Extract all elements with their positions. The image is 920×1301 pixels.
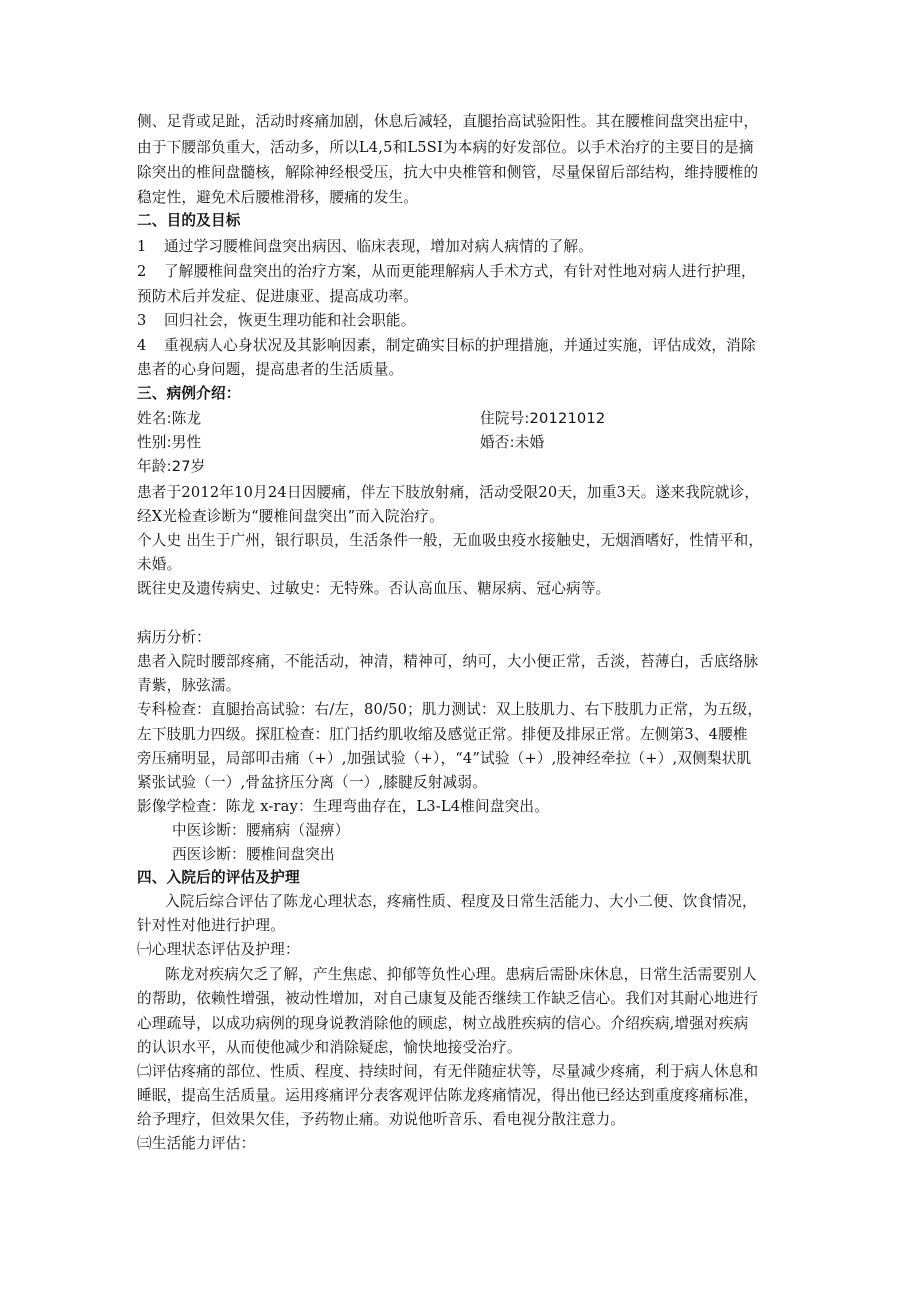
analysis-text: 患者入院时腰部疼痛，不能活动，神清，精神可，纳可，大小便正常，舌淡，苔薄白，舌底络脉 (137, 653, 759, 670)
patient-row-1 (137, 410, 737, 428)
section-4-intro: 针对性对他进行护理。 (137, 917, 285, 934)
section-4-heading: 四、入院后的评估及护理 (137, 869, 300, 886)
goal-item-2 (137, 263, 756, 281)
pain-assessment: 睡眠，提高生活质量。运用疼痛评分表客观评估陈龙疼痛情况，得出他已经达到重度疼痛标准， (137, 1087, 759, 1104)
chief-complaint: 经X光检查诊断为“腰椎间盘突出”而入院治疗。 (137, 508, 444, 525)
psych-text: 心理疏导，以成功病例的现身说教消除他的顾虑，树立战胜疾病的信心。介绍疾病,增强对疾病 (137, 1015, 749, 1032)
intro-line: 除突出的椎间盘髓核，解除神经根受压，抗大中央椎管和侧管，尽量保留后部结构，维持腰椎的 (137, 164, 759, 181)
section-3-heading: 三、病例介绍： (137, 385, 241, 402)
goal-text-continued: 患者的心身问题，提高患者的生活质量。 (137, 361, 404, 378)
intro-line: 侧、足背或足趾，活动时疼痛加剧，休息后减轻，直腿抬高试验阳性。其在腰椎间盘突出症中， (137, 113, 759, 130)
tcm-diagnosis: 中医诊断：腰痛病（湿痹） (172, 822, 350, 839)
goal-text: 通过学习腰椎间盘突出病因、临床表现，增加对病人病情的了解。 (164, 238, 594, 255)
goal-number: 4 (137, 337, 147, 354)
imaging-exam: 影像学检查：陈龙 x-ray：生理弯曲存在，L3-L4椎间盘突出。 (137, 798, 550, 815)
intro-line: 由于下腰部负重大，活动多，所以L4,5和L5SI为本病的好发部位。以手术治疗的主要目的是摘 (137, 139, 754, 156)
psych-text: 陈龙对疾病欠乏了解，产生焦虑、抑郁等负性心理。患病后需卧床休息，日常生活需要别人 (165, 966, 757, 983)
specialist-exam: 旁压痛明显，局部叩击痛（+）,加强试验（+），“4”试验（+）,股神经牵拉（+）,双侧梨状肌 (137, 750, 752, 767)
goal-item-1 (137, 238, 593, 256)
admission-number: 住院号:20121012 (480, 410, 606, 427)
western-diagnosis: 西医诊断：腰椎间盘突出 (172, 846, 335, 863)
patient-age: 年龄:27岁 (137, 458, 206, 475)
pain-assessment: 给予理疗，但效果欠佳，予药物止痛。劝说他听音乐、看电视分散注意力。 (137, 1111, 626, 1128)
personal-history: 个人史 出生于广州，银行职员，生活条件一般，无血吸虫疫水接触史，无烟酒嗜好，性情平和， (137, 532, 764, 549)
goal-number: 3 (137, 312, 147, 329)
intro-line: 稳定性，避免术后腰椎滑移，腰痛的发生。 (137, 189, 419, 206)
psych-text: 的帮助，依赖性增强，被动性增加，对自己康复及能否继续工作缺乏信心。我们对其耐心地进行 (137, 990, 759, 1007)
pain-assessment: ㈡评估疼痛的部位、性质、程度、持续时间，有无伴随症状等，尽量减少疼痛，利于病人休息和 (137, 1063, 759, 1080)
goal-item-4 (137, 337, 756, 355)
psych-subheading: ㈠心理状态评估及护理： (137, 941, 300, 958)
section-4-intro: 入院后综合评估了陈龙心理状态，疼痛性质、程度及日常生活能力、大小二便、饮食情况， (165, 893, 757, 910)
goal-text: 了解腰椎间盘突出的治疗方案，从而更能理解病人手术方式，有针对性地对病人进行护理， (164, 263, 756, 280)
goal-number: 2 (137, 263, 147, 280)
patient-name: 姓名:陈龙 (137, 410, 202, 427)
personal-history: 未婚。 (137, 556, 182, 573)
analysis-title: 病历分析： (137, 629, 211, 646)
goal-text: 重视病人心身状况及其影响因素，制定确实目标的护理措施，并通过实施，评估成效，消除 (164, 337, 756, 354)
marital-status: 婚否:未婚 (480, 434, 545, 451)
life-ability-subheading: ㈢生活能力评估： (137, 1135, 256, 1152)
patient-gender: 性别:男性 (137, 434, 202, 451)
specialist-exam: 紧张试验（一）,骨盆挤压分离（一）,膝腱反射减弱。 (137, 774, 487, 791)
goal-text-continued: 预防术后并发症、促进康亚、提高成功率。 (137, 288, 419, 305)
goal-text: 回归社会，恢更生理功能和社会职能。 (164, 312, 416, 329)
goal-number: 1 (137, 238, 147, 255)
patient-row-2 (137, 434, 737, 452)
section-2-heading: 二、目的及目标 (137, 212, 241, 229)
analysis-text: 青紫，脉弦濡。 (137, 677, 241, 694)
goal-item-3 (137, 312, 416, 330)
past-history: 既往史及遗传病史、过敏史：无特殊。否认高血压、糖尿病、冠心病等。 (137, 580, 611, 597)
specialist-exam: 左下肢肌力四级。探肛检查：肛门括约肌收缩及感觉正常。排便及排尿正常。左侧第3、4腰椎 (137, 726, 748, 743)
psych-text: 的认识水平，从而使他减少和消除疑虑，愉快地接受治疗。 (137, 1039, 522, 1056)
chief-complaint: 患者于2012年10月24日因腰痛，伴左下肢放射痛，活动受限20天，加重3天。遂来我院就诊， (137, 484, 760, 501)
specialist-exam: 专科检查：直腿抬高试验：右/左，80/50；肌力测试：双上肢肌力、右下肢肌力正常，为五级， (137, 701, 763, 718)
